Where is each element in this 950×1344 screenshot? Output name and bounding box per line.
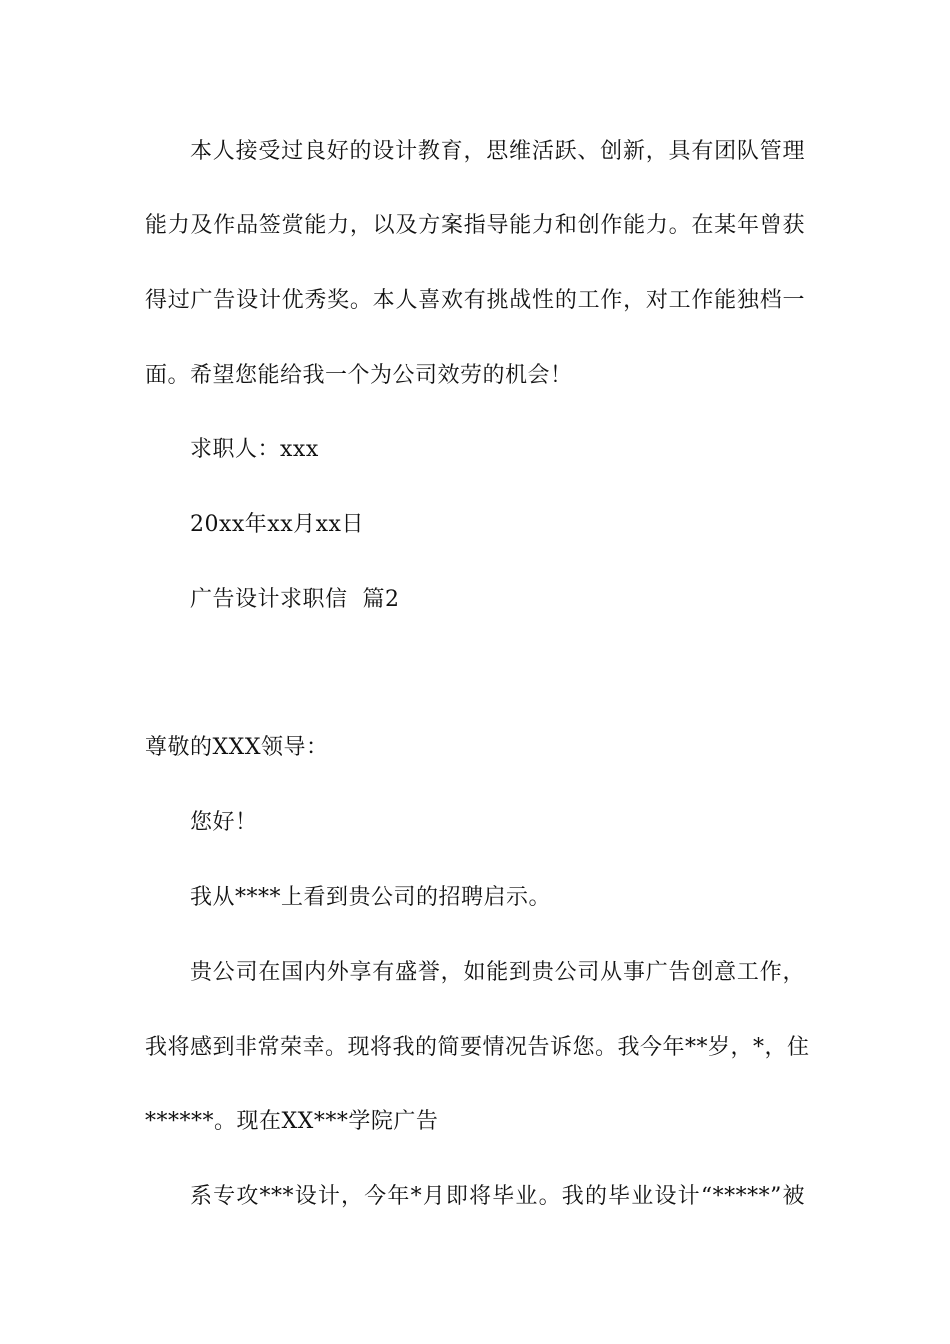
paragraph-3-line-3: ******。现在XX***学院广告 xyxy=(145,1109,439,1134)
paragraph-1-line-1: 本人接受过良好的设计教育，思维活跃、创新，具有团队管理 xyxy=(190,139,805,164)
paragraph-3-line-1: 贵公司在国内外享有盛誉，如能到贵公司从事广告创意工作， xyxy=(190,960,805,985)
paragraph-3-line-2: 我将感到非常荣幸。现将我的简要情况告诉您。我今年**岁，*，住 xyxy=(145,1035,810,1060)
paragraph-1-line-4: 面。希望您能给我一个为公司效劳的机会！ xyxy=(145,363,573,388)
greeting: 您好！ xyxy=(190,810,258,835)
applicant-signature: 求职人：xxx xyxy=(190,437,319,462)
paragraph-2: 我从****上看到贵公司的招聘启示。 xyxy=(190,885,552,910)
paragraph-1-line-3: 得过广告设计优秀奖。本人喜欢有挑战性的工作，对工作能独档一 xyxy=(145,288,805,313)
paragraph-4-line-1: 系专攻***设计，今年*月即将毕业。我的毕业设计“*****”被 xyxy=(190,1184,805,1209)
section-title: 广告设计求职信 篇2 xyxy=(190,587,400,612)
salutation: 尊敬的XXX领导： xyxy=(145,735,329,760)
letter-date: 20xx年xx月xx日 xyxy=(190,512,364,537)
paragraph-1-line-2: 能力及作品签赏能力，以及方案指导能力和创作能力。在某年曾获 xyxy=(145,213,805,238)
